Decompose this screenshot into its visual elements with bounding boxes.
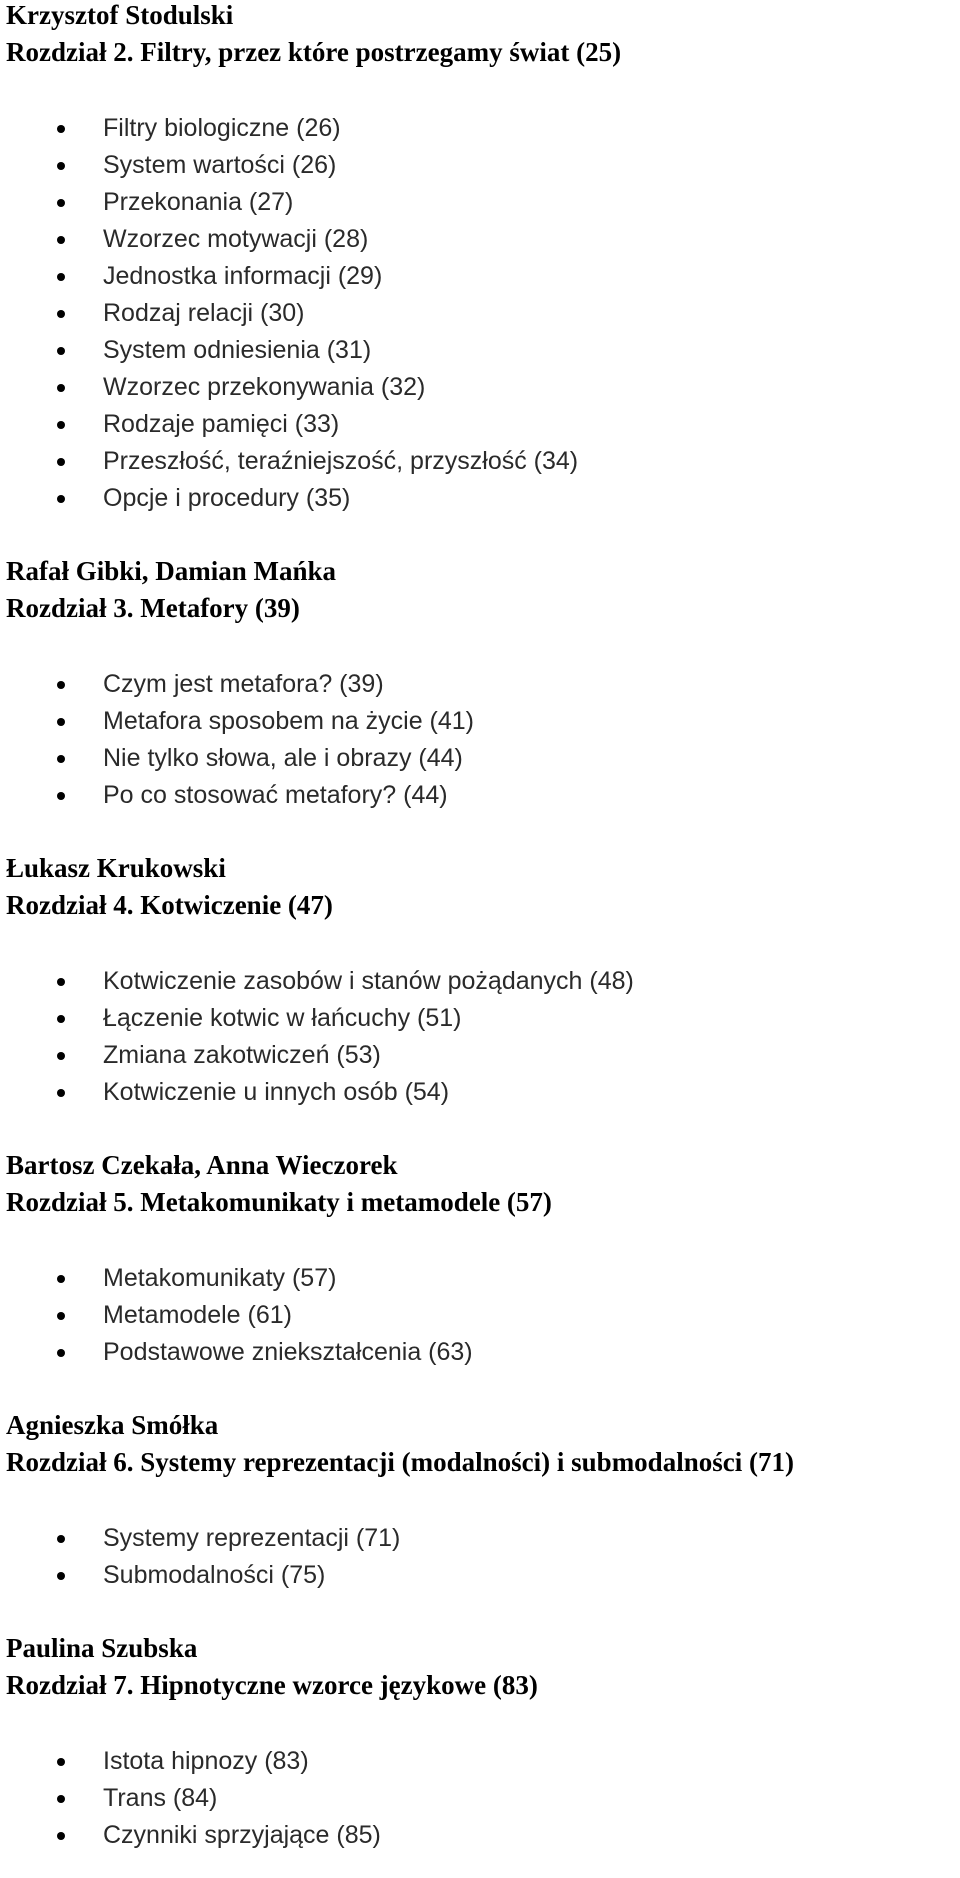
- subsection-list: [6, 963, 956, 1111]
- chapter-heading: [6, 1147, 956, 1221]
- bullet-icon: [57, 1572, 65, 1580]
- bullet-icon: [57, 125, 65, 133]
- list-item-label: Systemy reprezentacji (71): [103, 1524, 401, 1552]
- list-item-label: Submodalności (75): [103, 1561, 326, 1589]
- list-item: [6, 443, 956, 480]
- chapter-heading: [6, 1407, 956, 1481]
- bullet-icon: [57, 1349, 65, 1357]
- list-item: [6, 1000, 956, 1037]
- list-item: [6, 480, 956, 517]
- chapter-title: Rozdział 2. Filtry, przez które postrzegamy świat (25): [6, 37, 622, 67]
- list-item-label: Trans (84): [103, 1784, 218, 1812]
- list-item-label: Czynniki sprzyjające (85): [103, 1821, 381, 1849]
- list-item-label: System wartości (26): [103, 151, 337, 179]
- list-item: [6, 740, 956, 777]
- bullet-icon: [57, 1758, 65, 1766]
- chapter-author: Rafał Gibki, Damian Mańka: [6, 556, 337, 586]
- bullet-icon: [57, 1832, 65, 1840]
- bullet-icon: [57, 755, 65, 763]
- list-item: [6, 258, 956, 295]
- list-item-label: Przekonania (27): [103, 188, 294, 216]
- bullet-icon: [57, 162, 65, 170]
- bullet-icon: [57, 273, 65, 281]
- bullet-icon: [57, 792, 65, 800]
- bullet-icon: [57, 384, 65, 392]
- list-item: [6, 963, 956, 1000]
- list-item: [6, 369, 956, 406]
- bullet-icon: [57, 1275, 65, 1283]
- list-item-label: Rodzaj relacji (30): [103, 299, 305, 327]
- table-of-contents: [6, 0, 956, 1854]
- list-item: [6, 1520, 956, 1557]
- bullet-icon: [57, 978, 65, 986]
- bullet-icon: [57, 1089, 65, 1097]
- subsection-list: [6, 1520, 956, 1594]
- subsection-list: [6, 1743, 956, 1854]
- subsection-list: [6, 110, 956, 517]
- list-item-label: Metafora sposobem na życie (41): [103, 707, 475, 735]
- chapter-heading: [6, 553, 956, 627]
- list-item: [6, 184, 956, 221]
- bullet-icon: [57, 347, 65, 355]
- list-item-label: Nie tylko słowa, ale i obrazy (44): [103, 744, 463, 772]
- bullet-icon: [57, 310, 65, 318]
- bullet-icon: [57, 495, 65, 503]
- chapter-title: Rozdział 6. Systemy reprezentacji (modalności) i submodalności (71): [6, 1447, 794, 1477]
- chapter-author: Paulina Szubska: [6, 1633, 198, 1663]
- bullet-icon: [57, 1312, 65, 1320]
- chapter-author: Agnieszka Smółka: [6, 1410, 219, 1440]
- list-item-label: Czym jest metafora? (39): [103, 670, 384, 698]
- list-item-label: Metakomunikaty (57): [103, 1264, 337, 1292]
- bullet-icon: [57, 681, 65, 689]
- bullet-icon: [57, 1052, 65, 1060]
- list-item-label: Podstawowe zniekształcenia (63): [103, 1338, 473, 1366]
- list-item: [6, 295, 956, 332]
- chapter-title: Rozdział 7. Hipnotyczne wzorce językowe (83): [6, 1670, 538, 1700]
- bullet-icon: [57, 1015, 65, 1023]
- bullet-icon: [57, 236, 65, 244]
- list-item-label: Kotwiczenie zasobów i stanów pożądanych (48): [103, 967, 634, 995]
- list-item: [6, 1780, 956, 1817]
- list-item: [6, 1037, 956, 1074]
- list-item-label: Łączenie kotwic w łańcuchy (51): [103, 1004, 462, 1032]
- list-item-label: Wzorzec przekonywania (32): [103, 373, 426, 401]
- chapter-heading: [6, 0, 956, 71]
- list-item-label: Po co stosować metafory? (44): [103, 781, 448, 809]
- bullet-icon: [57, 718, 65, 726]
- list-item: [6, 1074, 956, 1111]
- list-item: [6, 110, 956, 147]
- list-item: [6, 666, 956, 703]
- list-item-label: System odniesienia (31): [103, 336, 372, 364]
- bullet-icon: [57, 199, 65, 207]
- chapter-title: Rozdział 4. Kotwiczenie (47): [6, 890, 333, 920]
- list-item: [6, 1743, 956, 1780]
- list-item: [6, 147, 956, 184]
- list-item: [6, 406, 956, 443]
- list-item: [6, 1297, 956, 1334]
- chapter-title: Rozdział 5. Metakomunikaty i metamodele (57): [6, 1187, 552, 1217]
- bullet-icon: [57, 458, 65, 466]
- chapter-heading: [6, 850, 956, 924]
- chapter-title: Rozdział 3. Metafory (39): [6, 593, 300, 623]
- list-item: [6, 777, 956, 814]
- subsection-list: [6, 666, 956, 814]
- list-item: [6, 1334, 956, 1371]
- list-item-label: Opcje i procedury (35): [103, 484, 351, 512]
- list-item-label: Filtry biologiczne (26): [103, 114, 341, 142]
- list-item: [6, 1260, 956, 1297]
- bullet-icon: [57, 1795, 65, 1803]
- chapter-author: Bartosz Czekała, Anna Wieczorek: [6, 1150, 398, 1180]
- bullet-icon: [57, 1535, 65, 1543]
- list-item-label: Rodzaje pamięci (33): [103, 410, 340, 438]
- subsection-list: [6, 1260, 956, 1371]
- list-item-label: Kotwiczenie u innych osób (54): [103, 1078, 450, 1106]
- list-item: [6, 1817, 956, 1854]
- chapter-heading: [6, 1630, 956, 1704]
- list-item-label: Metamodele (61): [103, 1301, 292, 1329]
- chapter-author: Krzysztof Stodulski: [6, 0, 234, 30]
- list-item-label: Jednostka informacji (29): [103, 262, 383, 290]
- list-item: [6, 703, 956, 740]
- list-item-label: Przeszłość, teraźniejszość, przyszłość (34): [103, 447, 579, 475]
- list-item: [6, 1557, 956, 1594]
- list-item: [6, 332, 956, 369]
- bullet-icon: [57, 421, 65, 429]
- list-item-label: Zmiana zakotwiczeń (53): [103, 1041, 381, 1069]
- list-item-label: Istota hipnozy (83): [103, 1747, 309, 1775]
- list-item-label: Wzorzec motywacji (28): [103, 225, 369, 253]
- chapter-author: Łukasz Krukowski: [6, 853, 226, 883]
- list-item: [6, 221, 956, 258]
